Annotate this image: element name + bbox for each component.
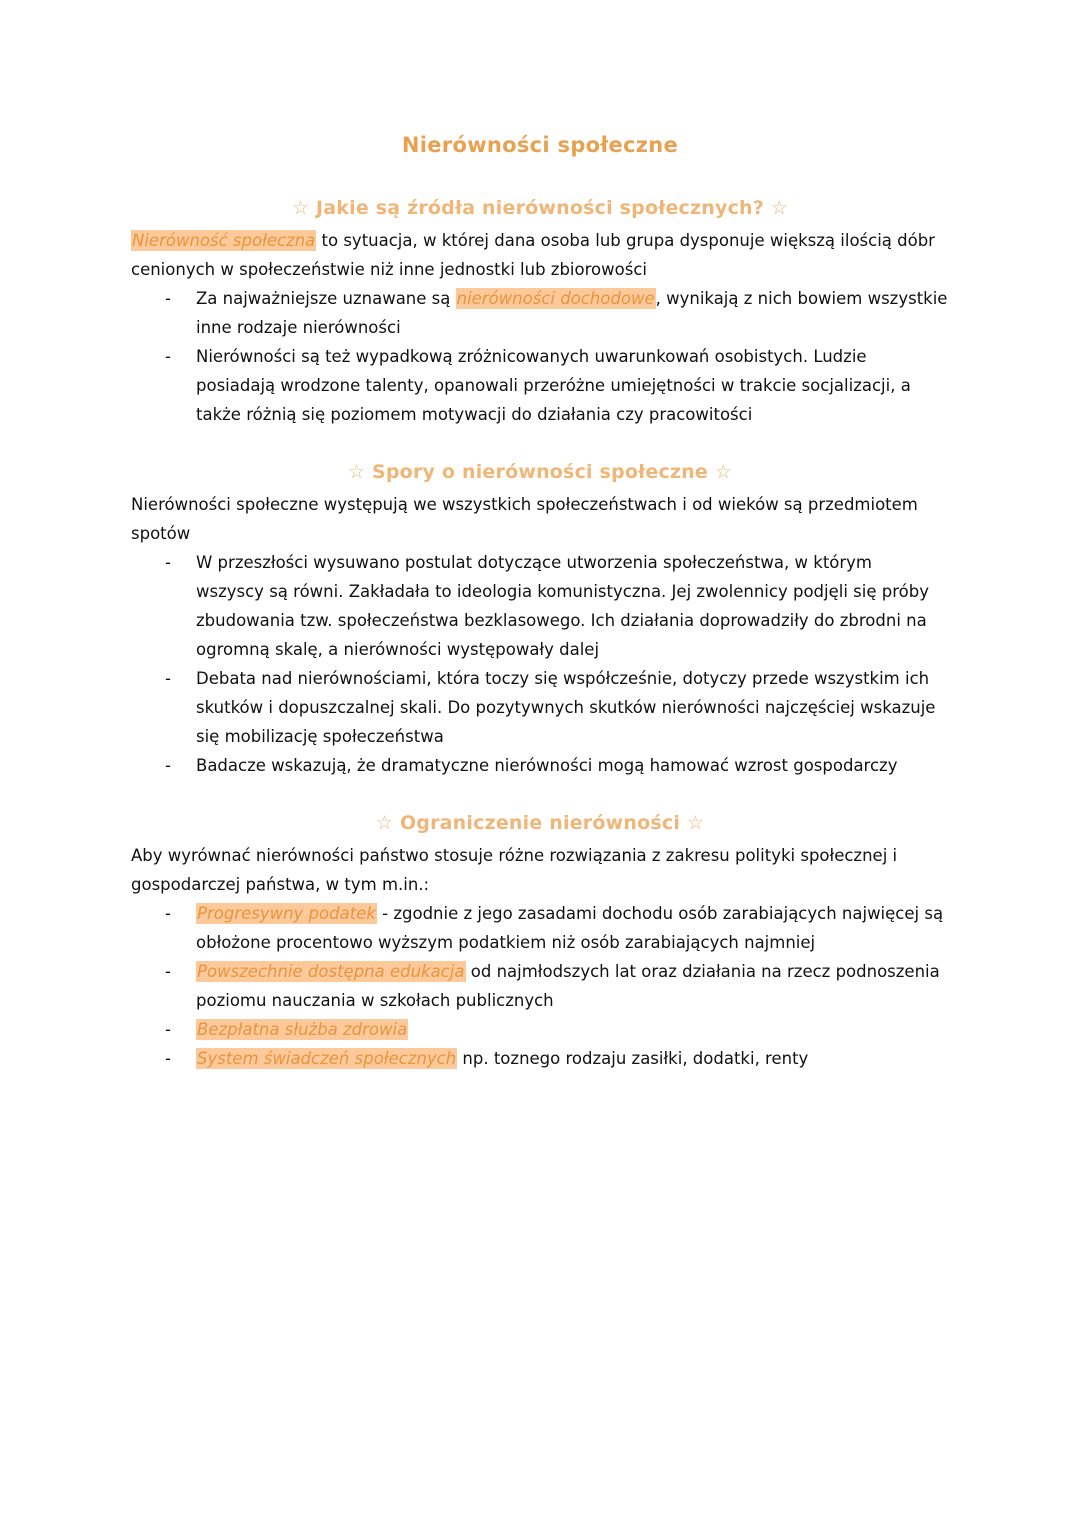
- dash-bullet-icon: -: [165, 669, 171, 688]
- section-intro-sources: [131, 226, 961, 284]
- list-item: - Za najważniejsze uznawane są nierówności dochodowe, wynikają z nich bowiem wszystkie inne rodzaje nierówności: [131, 284, 961, 342]
- list-item: - Badacze wskazują, że dramatyczne nierówności mogą hamować wzrost gospodarczy: [131, 751, 961, 780]
- bullet-list-sources: [131, 284, 961, 429]
- dash-bullet-icon: -: [165, 553, 171, 572]
- list-item: - Debata nad nierównościami, która toczy się współcześnie, dotyczy przede wszystkim ich skutków i dopuszczalnej skali. Do pozytywnych skutków nierówności najczęściej wskazuje się mobilizację społeczeństwa: [131, 664, 961, 751]
- dash-bullet-icon: -: [165, 756, 171, 775]
- list-item: - Progresywny podatek - zgodnie z jego zasadami dochodu osób zarabiających najwięcej są obłożone procentowo wyższym podatkiem niż osób zarabiających najmniej: [131, 899, 961, 957]
- list-item: - Powszechnie dostępna edukacja od najmłodszych lat oraz działania na rzecz podnoszenia poziomu nauczania w szkołach publicznych: [131, 957, 961, 1015]
- intro-text: to sytuacja, w której dana osoba lub grupa dysponuje większą ilością dóbr: [316, 231, 935, 250]
- section-heading-disputes: ☆ Spory o nierówności społeczne ☆: [347, 461, 733, 483]
- dash-bullet-icon: -: [165, 1049, 171, 1068]
- dash-bullet-icon: -: [165, 289, 171, 308]
- list-item: - System świadczeń społecznych np. toznego rodzaju zasiłki, dodatki, renty: [131, 1044, 961, 1073]
- highlighted-term: Progresywny podatek: [197, 904, 376, 923]
- list-item: - Nierówności są też wypadkową zróżnicowanych uwarunkowań osobistych. Ludzie posiadają wrodzone talenty, opanowali przeróżne umiejętności w trakcie socjalizacji, a także różnią się poziomem motywacji do działania czy pracowitości: [131, 342, 961, 429]
- highlighted-term: Nierówność społeczna: [132, 231, 316, 250]
- section-heading-limiting: ☆ Ograniczenie nierówności ☆: [375, 812, 705, 834]
- dash-bullet-icon: -: [165, 1020, 171, 1039]
- section-heading-sources: ☆ Jakie są źródła nierówności społecznych? ☆: [291, 197, 789, 219]
- section-intro-disputes: Nierówności społeczne występują we wszystkich społeczeństwach i od wieków są przedmiotem spotów: [131, 495, 918, 543]
- dash-bullet-icon: -: [165, 347, 171, 366]
- highlighted-term: Powszechnie dostępna edukacja: [197, 962, 465, 981]
- intro-text: cenionych w społeczeństwie niż inne jednostki lub zbiorowości: [131, 260, 647, 279]
- page-title: Nierówności społeczne: [401, 133, 679, 157]
- list-item: [131, 1015, 961, 1044]
- list-item: - W przeszłości wysuwano postulat dotyczące utworzenia społeczeństwa, w którym wszyscy są równi. Zakładała to ideologia komunistyczna. Jej zwolennicy podjęli się próby zbudowania tzw. społeczeństwa bezklasowego. Ich działania doprowadziły do zbrodni na ogromną skalę, a nierówności występowały dalej: [131, 548, 961, 664]
- bullet-list-limiting: [131, 899, 961, 1073]
- bullet-list-disputes: [131, 548, 961, 780]
- dash-bullet-icon: -: [165, 962, 171, 981]
- dash-bullet-icon: -: [165, 904, 171, 923]
- highlighted-term: Bezpłatna służba zdrowia: [197, 1020, 408, 1039]
- section-intro-limiting: Aby wyrównać nierówności państwo stosuje różne rozwiązania z zakresu polityki społecznej i gospodarczej państwa, w tym m.in.:: [131, 846, 898, 894]
- highlighted-term: System świadczeń społecznych: [197, 1049, 457, 1068]
- highlighted-term: nierówności dochodowe: [456, 289, 655, 308]
